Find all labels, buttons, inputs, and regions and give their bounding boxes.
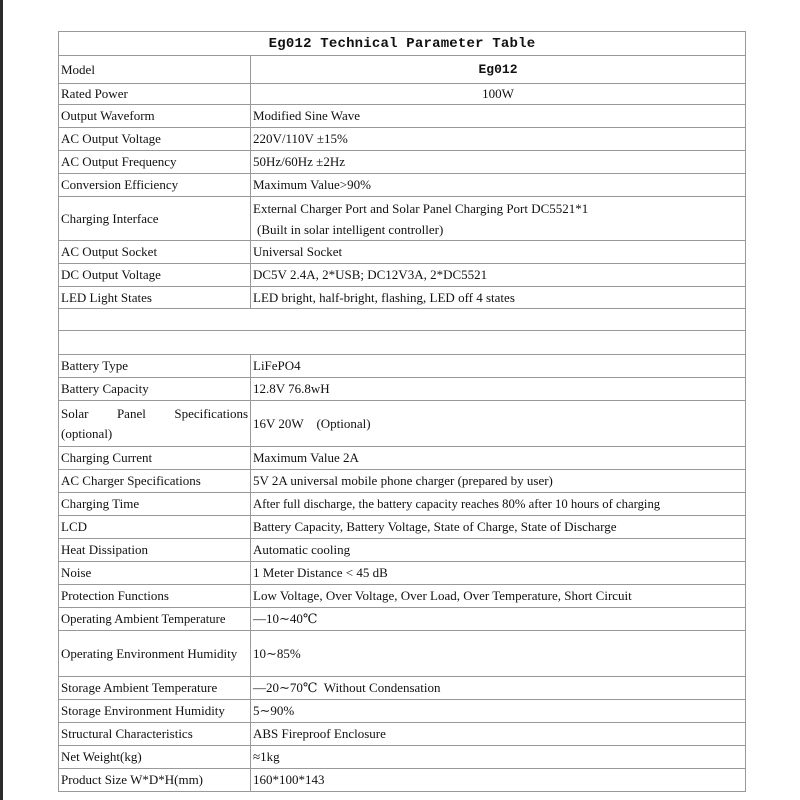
row-label: Battery Capacity: [59, 378, 251, 401]
row-value: Low Voltage, Over Voltage, Over Load, Over Temperature, Short Circuit: [251, 585, 746, 608]
empty-cell: [59, 309, 746, 331]
row-label: Net Weight(kg): [59, 746, 251, 769]
battery-type-value: LiFePO4: [251, 355, 746, 378]
table-row: [59, 677, 746, 700]
row-value: —10∼40℃: [251, 608, 746, 631]
operating-humidity-value: 10∼85%: [251, 631, 746, 677]
table-row: [59, 493, 746, 516]
row-label: Charging Time: [59, 493, 251, 516]
row-value: 50Hz/60Hz ±2Hz: [251, 151, 746, 174]
battery-capacity-value: 12.8V 76.8wH: [251, 378, 746, 401]
row-value: Maximum Value 2A: [251, 447, 746, 470]
row-label: Operating Environment Humidity: [59, 631, 251, 677]
row-label: Storage Ambient Temperature: [59, 677, 251, 700]
row-label: Charging Interface: [59, 197, 251, 241]
table-row: [59, 378, 746, 401]
window-left-edge: [0, 0, 3, 800]
row-label: Operating Ambient Temperature: [59, 608, 251, 631]
row-label: LED Light States: [59, 287, 251, 309]
row-label: Rated Power: [59, 84, 251, 105]
model-value: Eg012: [251, 56, 746, 84]
table-row: [59, 264, 746, 287]
table-row: [59, 608, 746, 631]
row-value: Universal Socket: [251, 241, 746, 264]
row-label: Output Waveform: [59, 105, 251, 128]
row-label: Storage Environment Humidity: [59, 700, 251, 723]
charging-interface-line2: (Built in solar intelligent controller): [257, 221, 444, 237]
table-row: [59, 401, 746, 447]
row-label: AC Output Voltage: [59, 128, 251, 151]
technical-parameter-table: [58, 31, 746, 792]
table-row: [59, 241, 746, 264]
row-value: ABS Fireproof Enclosure: [251, 723, 746, 746]
table-title: Eg012 Technical Parameter Table: [59, 32, 746, 56]
table-row: [59, 516, 746, 539]
row-value: After full discharge, the battery capacity reaches 80% after 10 hours of charging: [251, 493, 746, 516]
row-value: 160*100*143: [251, 769, 746, 792]
table-row: [59, 105, 746, 128]
table-row: [59, 355, 746, 378]
table-row: [59, 539, 746, 562]
charging-interface-line1: External Charger Port and Solar Panel Charging Port DC5521*1: [253, 200, 589, 216]
table-row: [59, 447, 746, 470]
charging-interface-value: [251, 197, 746, 241]
row-value: 5∼90%: [251, 700, 746, 723]
row-value: 1 Meter Distance < 45 dB: [251, 562, 746, 585]
row-value: 5V 2A universal mobile phone charger (prepared by user): [251, 470, 746, 493]
table-row: [59, 769, 746, 792]
row-label: Solar Panel Specifications (optional): [59, 401, 251, 447]
table-row: [59, 128, 746, 151]
row-value: 220V/110V ±15%: [251, 128, 746, 151]
row-value: ≈1kg: [251, 746, 746, 769]
spacer-row: [59, 331, 746, 355]
row-label: Model: [59, 56, 251, 84]
spacer-row: [59, 309, 746, 331]
row-label: AC Output Frequency: [59, 151, 251, 174]
table-row: [59, 151, 746, 174]
row-label: Noise: [59, 562, 251, 585]
row-value: DC5V 2.4A, 2*USB; DC12V3A, 2*DC5521: [251, 264, 746, 287]
table-row: [59, 700, 746, 723]
table-row: [59, 174, 746, 197]
row-label: Protection Functions: [59, 585, 251, 608]
row-label: Charging Current: [59, 447, 251, 470]
table-row: [59, 197, 746, 241]
table-row: [59, 562, 746, 585]
row-value: Battery Capacity, Battery Voltage, State of Charge, State of Discharge: [251, 516, 746, 539]
table-row: [59, 746, 746, 769]
row-value: Maximum Value>90%: [251, 174, 746, 197]
solar-panel-value: 16V 20W (Optional): [251, 401, 746, 447]
table-row: [59, 723, 746, 746]
row-value: Automatic cooling: [251, 539, 746, 562]
row-label: AC Output Socket: [59, 241, 251, 264]
row-value: LED bright, half-bright, flashing, LED off 4 states: [251, 287, 746, 309]
rated-power-value: 100W: [251, 84, 746, 105]
empty-cell: [59, 331, 746, 355]
table-row: [59, 631, 746, 677]
row-label: LCD: [59, 516, 251, 539]
row-label: Battery Type: [59, 355, 251, 378]
row-label: AC Charger Specifications: [59, 470, 251, 493]
row-value: —20∼70℃ Without Condensation: [251, 677, 746, 700]
row-label: DC Output Voltage: [59, 264, 251, 287]
table-row: [59, 287, 746, 309]
row-label: Structural Characteristics: [59, 723, 251, 746]
row-label: Heat Dissipation: [59, 539, 251, 562]
table-row: [59, 470, 746, 493]
row-value: Modified Sine Wave: [251, 105, 746, 128]
row-label: Product Size W*D*H(mm): [59, 769, 251, 792]
table-row: [59, 585, 746, 608]
row-label: Conversion Efficiency: [59, 174, 251, 197]
